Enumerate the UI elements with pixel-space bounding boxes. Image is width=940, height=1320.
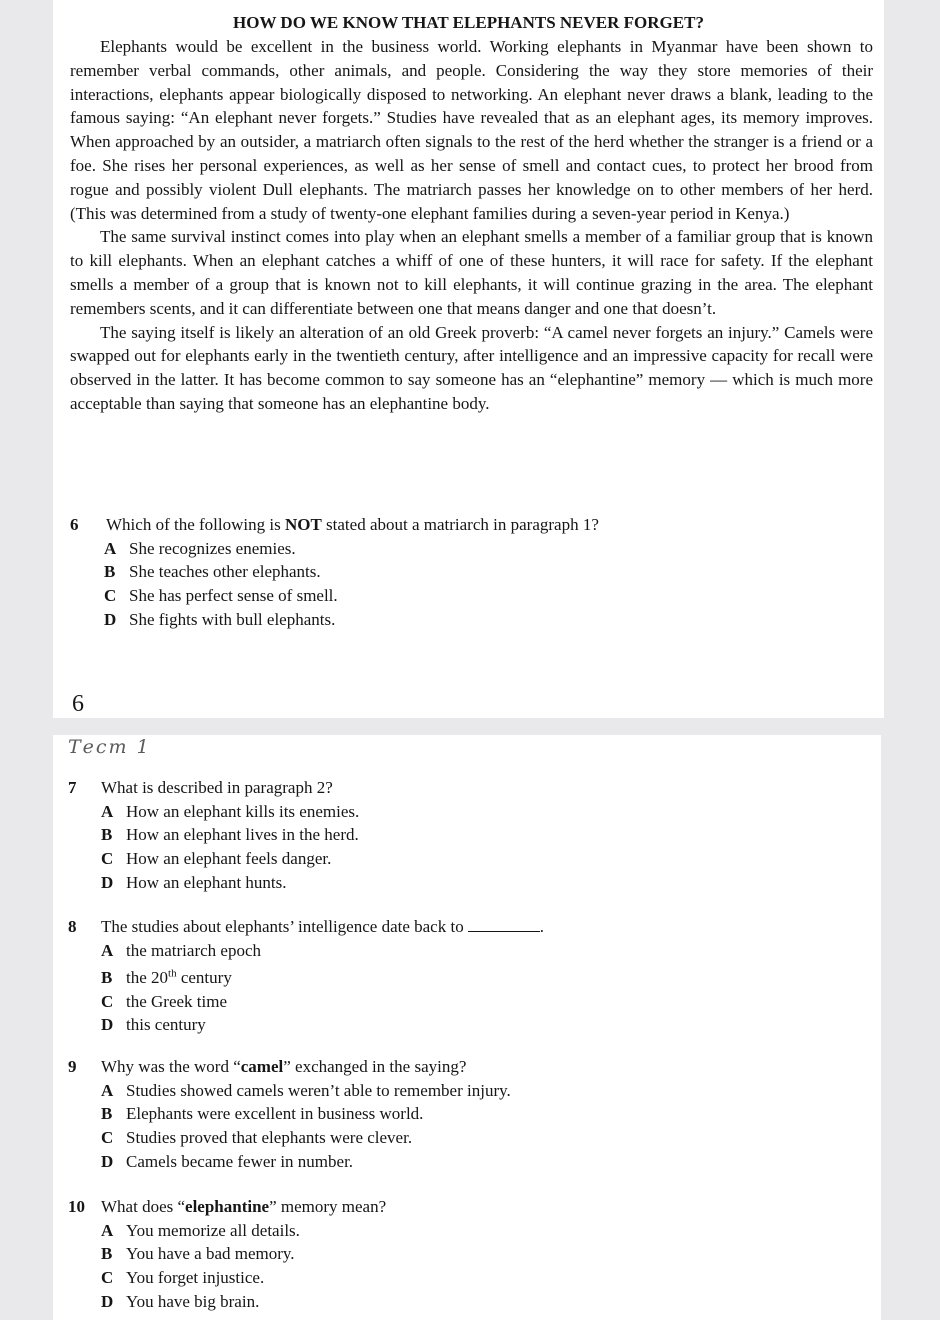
question-text: What is described in paragraph 2? [101, 778, 333, 797]
question-keyword: elephantine [185, 1197, 270, 1216]
option-text: How an elephant lives in the herd. [126, 825, 359, 845]
answer-option-a[interactable] [104, 537, 599, 561]
question-text-part: Why was the word “ [101, 1057, 241, 1076]
option-letter: B [104, 562, 116, 582]
option-text: She recognizes enemies. [129, 538, 296, 558]
option-text: Studies proved that elephants were clever. [126, 1128, 413, 1148]
answer-option-a[interactable] [101, 1079, 511, 1103]
option-letter: D [104, 609, 117, 629]
option-text: She has perfect sense of smell. [129, 586, 338, 606]
question-number: 8 [68, 917, 77, 936]
option-letter: B [101, 825, 113, 845]
ordinal-suffix: th [168, 967, 177, 980]
option-letter: B [101, 1244, 113, 1264]
answer-option-c[interactable] [101, 847, 359, 871]
question-7 [68, 776, 359, 895]
answer-option-b[interactable] [101, 962, 544, 989]
option-text: Camels became fewer in number. [126, 1151, 354, 1171]
option-text-part: century [176, 968, 232, 988]
answer-options [68, 939, 544, 1037]
answer-blank [468, 921, 540, 932]
option-text [126, 968, 232, 987]
option-text: You have a bad memory. [126, 1244, 295, 1264]
answer-option-b[interactable] [101, 1242, 386, 1266]
question-stem [68, 1195, 386, 1219]
option-text: Studies showed camels weren’t able to remember injury. [126, 1080, 511, 1100]
reading-passage [70, 35, 873, 416]
option-letter: B [101, 968, 113, 988]
answer-option-c[interactable] [104, 584, 599, 608]
option-text: She fights with bull elephants. [129, 609, 336, 629]
option-text: You memorize all details. [126, 1220, 300, 1240]
answer-option-a[interactable] [101, 800, 359, 824]
question-text-part: ” exchanged in the saying? [283, 1057, 467, 1076]
question-keyword: NOT [284, 515, 322, 534]
question-number: 9 [68, 1057, 77, 1076]
option-text: How an elephant hunts. [126, 872, 287, 892]
option-letter: A [104, 538, 117, 558]
question-keyword: camel [240, 1057, 284, 1076]
option-text: the Greek time [126, 991, 228, 1011]
answer-option-a[interactable] [101, 1219, 386, 1243]
passage-paragraph-3: The saying itself is likely an alteration of an old Greek proverb: “A camel never forgets an injury.” Camels were swapped out for elephants early in the twentieth century, after intelligence and an impressive capacity for recall were observed in the latter. It has become common to say someone has an “elephantine” memory — which is much more acceptable than saying that someone has an elephantine body. [70, 322, 873, 413]
option-text: You have big brain. [126, 1291, 260, 1311]
question-text [68, 1195, 386, 1219]
question-10 [68, 1195, 386, 1314]
option-letter: C [101, 1268, 114, 1288]
question-6 [70, 513, 599, 632]
option-letter: B [101, 1104, 113, 1124]
answer-options [68, 1079, 511, 1174]
answer-options [68, 1219, 386, 1314]
answer-option-d[interactable] [101, 1290, 386, 1314]
option-letter: D [101, 1151, 114, 1171]
option-letter: A [101, 801, 114, 821]
option-text: You forget injustice. [126, 1268, 265, 1288]
answer-option-a[interactable] [101, 939, 544, 963]
answer-option-b[interactable] [104, 560, 599, 584]
answer-option-c[interactable] [101, 1126, 511, 1150]
answer-option-d[interactable] [101, 1013, 544, 1037]
answer-option-d[interactable] [101, 871, 359, 895]
question-text [70, 513, 599, 537]
question-stem [68, 915, 544, 939]
question-text-part: ” memory mean? [269, 1197, 387, 1216]
question-8 [68, 915, 544, 1037]
question-text-part: Which of the following is [106, 515, 285, 534]
page-header-label: Тест 1 [68, 736, 151, 758]
answer-option-b[interactable] [101, 1102, 511, 1126]
question-text-part: stated about a matriarch in paragraph 1? [321, 515, 599, 534]
answer-option-c[interactable] [101, 1266, 386, 1290]
question-9 [68, 1055, 511, 1174]
answer-options [70, 537, 599, 632]
question-stem [70, 513, 599, 537]
option-text: Elephants were excellent in business world. [126, 1104, 424, 1124]
option-letter: D [101, 872, 114, 892]
answer-option-c[interactable] [101, 990, 544, 1014]
option-letter: D [101, 1015, 114, 1035]
option-letter: C [101, 849, 114, 869]
option-letter: A [101, 1080, 114, 1100]
question-text [68, 915, 544, 939]
passage-paragraph-2: The same survival instinct comes into play when an elephant smells a member of a familiar group that is known to kill elephants. When an elephant catches a whiff of one of these hunters, it will race for safety. If the elephant smells a member of a group that is known not to kill elephants, it will continue grazing in the area. The elephant remembers scents, and it can differentiate between one that means danger and one that doesn’t. [70, 227, 873, 318]
passage-title: HOW DO WE KNOW THAT ELEPHANTS NEVER FORGET? [233, 13, 704, 32]
question-stem [68, 1055, 511, 1079]
question-text-end: . [539, 917, 544, 936]
option-letter: A [101, 1220, 114, 1240]
answer-option-d[interactable] [101, 1150, 511, 1174]
option-letter: C [101, 1128, 114, 1148]
option-text-part: the 20 [126, 968, 169, 988]
question-number: 6 [70, 515, 79, 534]
option-letter: C [104, 586, 117, 606]
passage-paragraph-1: Elephants would be excellent in the business world. Working elephants in Myanmar have been shown to remember verbal commands, other animals, and people. Considering the way they store memories of their interactions, elephants appear biologically disposed to networking. An elephant never draws a blank, leading to the famous saying: “An elephant never forgets.” Studies have revealed that as an elephant ages, its memory improves. When approached by an outsider, a matriarch often signals to the rest of the herd whether the stranger is a friend or a foe. She rises her personal experiences, as well as her sense of smell and contact cues, to protect her brood from rogue and possibly violent Dull elephants. The matriarch passes her knowledge on to other members of her herd. (This was determined from a study of twenty-one elephant families during a seven-year period in Kenya.) [70, 37, 873, 223]
answer-options [68, 800, 359, 895]
page-number: 6 [72, 691, 84, 717]
option-letter: A [101, 940, 114, 960]
question-stem [68, 776, 359, 800]
option-text: the matriarch epoch [126, 940, 261, 960]
question-text-part: What does “ [101, 1197, 186, 1216]
answer-option-b[interactable] [101, 823, 359, 847]
answer-option-d[interactable] [104, 608, 599, 632]
question-text-part: The studies about elephants’ intelligence date back to [101, 917, 464, 936]
question-text [68, 1055, 511, 1079]
question-number: 10 [68, 1197, 85, 1216]
option-text: this century [126, 1015, 206, 1035]
option-text: She teaches other elephants. [129, 562, 321, 582]
option-text: How an elephant kills its enemies. [126, 801, 360, 821]
option-letter: C [101, 991, 114, 1011]
option-text: How an elephant feels danger. [126, 849, 332, 869]
question-number: 7 [68, 778, 77, 797]
option-letter: D [101, 1291, 114, 1311]
